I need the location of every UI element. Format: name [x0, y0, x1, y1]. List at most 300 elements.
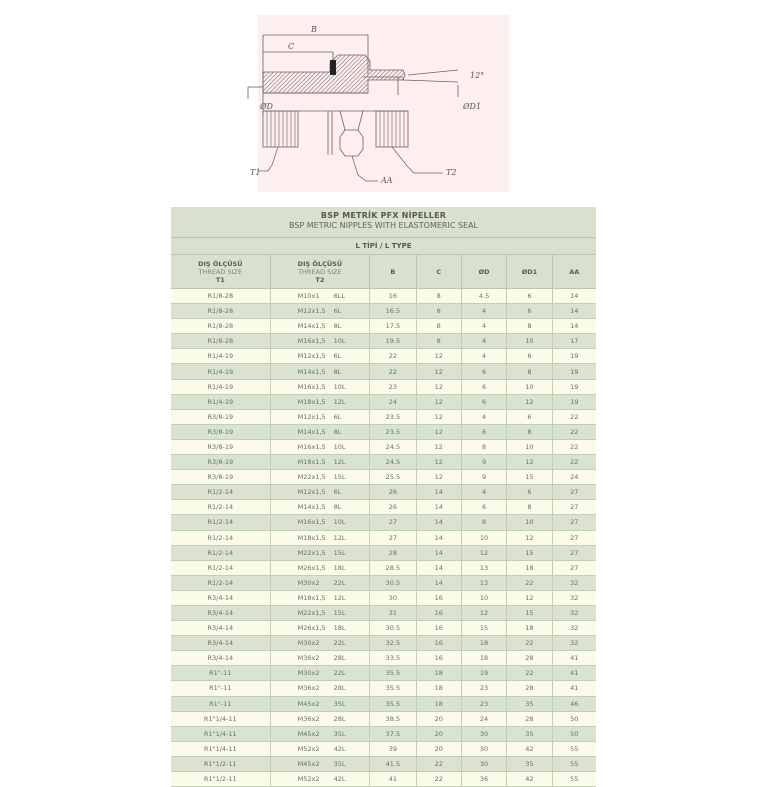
cell-t2 — [271, 410, 371, 424]
cell-t2-size: 8L — [333, 367, 342, 376]
cell-t2 — [271, 666, 371, 680]
table-title-block — [171, 207, 596, 238]
cell-c: 18 — [417, 666, 462, 680]
table-row — [171, 742, 596, 757]
cell-aa: 24 — [570, 473, 579, 482]
cell-t1: R1"1/4-11 — [171, 742, 271, 756]
cell-b: 39 — [370, 742, 416, 756]
cell-t1: R3/4-14 — [171, 606, 271, 620]
cell-aa: 14 — [570, 322, 579, 331]
cell-d1: 8 — [507, 425, 552, 439]
cell-t2-size: 12L — [333, 397, 346, 406]
cell-d: 8 — [462, 515, 507, 529]
label-angle: 12° — [470, 71, 485, 80]
table-row — [171, 410, 596, 425]
cell-d: 23 — [462, 681, 507, 695]
header-t2-tr: DIŞ ÖLÇÜSÜ — [297, 259, 343, 268]
cell-aa: 32 — [570, 609, 579, 618]
cell-d: 6 — [462, 380, 507, 394]
cell-t2 — [271, 621, 371, 635]
label-t2: T2 — [446, 168, 457, 177]
cell-t2-thread: M30x2 — [297, 578, 320, 587]
cell-t2-size: 28L — [333, 654, 346, 663]
cell-aa: 14 — [570, 307, 579, 316]
cell-aa: 41 — [570, 684, 579, 693]
cell-t2-thread: M36x2 — [297, 654, 320, 663]
cell-d: 36 — [462, 772, 507, 786]
cell-t1: R1/2-14 — [171, 546, 271, 560]
table-row — [171, 727, 596, 742]
cell-d: 13 — [462, 576, 507, 590]
cell-t2-thread: M18x1,5 — [297, 593, 326, 602]
table-row — [171, 380, 596, 395]
cell-d1: 8 — [507, 500, 552, 514]
cell-t1: R1/4-19 — [171, 349, 271, 363]
cell-b: 28.5 — [370, 561, 416, 575]
cell-d1: 28 — [507, 681, 552, 695]
cell-t1: R1/8-28 — [171, 289, 271, 303]
cell-c: 18 — [417, 681, 462, 695]
cell-d: 4.5 — [462, 289, 507, 303]
cell-t2 — [271, 606, 371, 620]
cell-t2-thread: M14x1,5 — [297, 322, 326, 331]
cell-t1: R3/8-19 — [171, 440, 271, 454]
cell-c: 16 — [417, 606, 462, 620]
label-d1: ØD1 — [463, 102, 482, 111]
cell-c: 16 — [417, 651, 462, 665]
cell-t2-size: 6L — [333, 488, 342, 497]
cell-d1: 12 — [507, 455, 552, 469]
cell-t2-thread: M45x2 — [297, 699, 320, 708]
label-d: ØD — [260, 102, 273, 111]
cell-t2-size: 42L — [333, 744, 346, 753]
cell-d1: 28 — [507, 651, 552, 665]
cell-t1: R1/8-28 — [171, 319, 271, 333]
table-row — [171, 425, 596, 440]
cell-t2-size: 6L — [333, 352, 342, 361]
cell-t1: R1"1/4-11 — [171, 727, 271, 741]
cell-b: 26 — [370, 485, 416, 499]
cell-t2-size: 18L — [333, 563, 346, 572]
cell-aa: 22 — [570, 442, 579, 451]
table-row — [171, 757, 596, 772]
cell-t1: R1/8-28 — [171, 304, 271, 318]
cell-aa: 17 — [570, 337, 579, 346]
cell-aa: 19 — [570, 382, 579, 391]
cell-t2-thread: M14x1,5 — [297, 367, 326, 376]
cell-d1: 6 — [507, 410, 552, 424]
cell-d: 12 — [462, 546, 507, 560]
header-t1-en: THREAD SIZE — [198, 267, 243, 276]
cell-b: 22 — [370, 364, 416, 378]
cell-t2 — [271, 651, 371, 665]
cell-aa: 22 — [570, 458, 579, 467]
cell-c: 8 — [417, 304, 462, 318]
header-t2-code: T2 — [315, 275, 325, 284]
cell-c: 12 — [417, 440, 462, 454]
cell-b: 16 — [370, 289, 416, 303]
cell-b: 24 — [370, 395, 416, 409]
cell-t1: R3/4-14 — [171, 621, 271, 635]
label-c: C — [288, 42, 295, 51]
cell-t2-size: 10L — [333, 337, 346, 346]
cell-b: 27 — [370, 531, 416, 545]
cell-b: 19.5 — [370, 334, 416, 348]
cell-t2 — [271, 334, 371, 348]
table-row — [171, 455, 596, 470]
cell-t1: R1"-11 — [171, 681, 271, 695]
cell-d1: 8 — [507, 364, 552, 378]
cell-aa: 46 — [570, 699, 579, 708]
cell-t2-thread: M16x1,5 — [297, 442, 326, 451]
cell-t2-thread: M22x1,5 — [297, 473, 326, 482]
cell-b: 32.5 — [370, 636, 416, 650]
cell-t2 — [271, 546, 371, 560]
cell-d1: 22 — [507, 576, 552, 590]
cell-t2-thread: M45x2 — [297, 759, 320, 768]
table-row — [171, 485, 596, 500]
cell-t2 — [271, 697, 371, 711]
type-label: L TİPİ / L TYPE — [171, 238, 596, 255]
cell-d: 13 — [462, 561, 507, 575]
cell-t2-size: 8L — [333, 427, 342, 436]
cell-t2 — [271, 349, 371, 363]
cell-d: 19 — [462, 666, 507, 680]
cell-d: 15 — [462, 621, 507, 635]
cell-b: 23.5 — [370, 410, 416, 424]
cell-t2-thread: M26x1,5 — [297, 624, 326, 633]
cell-t1: R3/8-19 — [171, 455, 271, 469]
cell-t1: R3/4-14 — [171, 636, 271, 650]
cell-aa: 27 — [570, 548, 579, 557]
cell-t2 — [271, 727, 371, 741]
cell-t1: R1/4-19 — [171, 395, 271, 409]
cell-t2 — [271, 591, 371, 605]
cell-t2-size: 35L — [333, 699, 346, 708]
cell-t2-thread: M12x1,5 — [297, 488, 326, 497]
cell-d1: 28 — [507, 712, 552, 726]
cell-t2-thread: M52x2 — [297, 775, 320, 784]
cell-c: 12 — [417, 470, 462, 484]
cell-c: 16 — [417, 621, 462, 635]
cell-c: 8 — [417, 334, 462, 348]
cell-t2 — [271, 561, 371, 575]
cell-t1: R1/4-19 — [171, 380, 271, 394]
cell-d1: 8 — [507, 319, 552, 333]
fitting-drawing — [250, 15, 509, 192]
cell-c: 12 — [417, 410, 462, 424]
table-row — [171, 531, 596, 546]
cell-b: 22 — [370, 349, 416, 363]
cell-aa: 50 — [570, 714, 579, 723]
cell-t2-size: 15L — [333, 473, 346, 482]
cell-c: 12 — [417, 395, 462, 409]
cell-c: 20 — [417, 727, 462, 741]
cell-t1: R1"1/4-11 — [171, 712, 271, 726]
cell-b: 41 — [370, 772, 416, 786]
cell-b: 17.5 — [370, 319, 416, 333]
cell-t2-size: 12L — [333, 593, 346, 602]
cell-d1: 42 — [507, 742, 552, 756]
cell-d: 4 — [462, 485, 507, 499]
cell-c: 22 — [417, 772, 462, 786]
cell-t1: R3/4-14 — [171, 591, 271, 605]
cell-c: 8 — [417, 289, 462, 303]
header-t1-tr: DIŞ ÖLÇÜSÜ — [198, 259, 243, 268]
table-subtitle: BSP METRIC NIPPLES WITH ELASTOMERIC SEAL — [288, 221, 479, 230]
cell-t2 — [271, 576, 371, 590]
cell-t2-size: 18L — [333, 624, 346, 633]
table-row — [171, 606, 596, 621]
cell-b: 35.5 — [370, 697, 416, 711]
cell-t2 — [271, 455, 371, 469]
cell-t2-thread: M12x1,5 — [297, 307, 326, 316]
cell-c: 8 — [417, 319, 462, 333]
cell-t2 — [271, 395, 371, 409]
cell-aa: 32 — [570, 578, 579, 587]
cell-c: 12 — [417, 364, 462, 378]
cell-t2-size: 8L — [333, 322, 342, 331]
cell-t1: R1"-11 — [171, 666, 271, 680]
table-row — [171, 636, 596, 651]
cell-d1: 10 — [507, 334, 552, 348]
cell-c: 16 — [417, 636, 462, 650]
cell-b: 16.5 — [370, 304, 416, 318]
cell-t2-thread: M22x1,5 — [297, 548, 326, 557]
cell-d1: 6 — [507, 485, 552, 499]
cell-c: 14 — [417, 515, 462, 529]
cell-t2-size: 6L — [333, 307, 342, 316]
table-row — [171, 712, 596, 727]
cell-c: 20 — [417, 742, 462, 756]
cell-b: 25.5 — [370, 470, 416, 484]
cell-t1: R3/8-19 — [171, 410, 271, 424]
seal — [330, 60, 336, 75]
cell-t1: R3/4-14 — [171, 651, 271, 665]
cell-t2-thread: M10x1 — [297, 292, 320, 301]
cell-t2-thread: M45x2 — [297, 729, 320, 738]
cell-d: 4 — [462, 334, 507, 348]
cell-t2-size: 15L — [333, 609, 346, 618]
table-row — [171, 621, 596, 636]
cell-d1: 22 — [507, 666, 552, 680]
cell-b: 33.5 — [370, 651, 416, 665]
cell-t2 — [271, 440, 371, 454]
cell-t2-size: 10L — [333, 382, 346, 391]
cell-t2-size: 35L — [333, 759, 346, 768]
spec-table — [171, 207, 596, 787]
header-b: B — [370, 255, 416, 288]
cell-t2-thread: M16x1,5 — [297, 337, 326, 346]
cell-aa: 55 — [570, 775, 579, 784]
cell-t1: R1/2-14 — [171, 485, 271, 499]
cell-c: 14 — [417, 500, 462, 514]
cell-d: 6 — [462, 395, 507, 409]
cell-d: 9 — [462, 470, 507, 484]
cell-b: 31 — [370, 606, 416, 620]
cell-t2-thread: M36x2 — [297, 684, 320, 693]
cell-t2-thread: M30x2 — [297, 639, 320, 648]
cell-d: 4 — [462, 410, 507, 424]
cell-d: 9 — [462, 455, 507, 469]
cell-t2 — [271, 712, 371, 726]
cell-t2 — [271, 742, 371, 756]
cell-t2-thread: M14x1,5 — [297, 427, 326, 436]
cell-c: 14 — [417, 546, 462, 560]
header-d: ØD — [462, 255, 507, 288]
cell-d: 30 — [462, 727, 507, 741]
cell-t1: R3/8-19 — [171, 470, 271, 484]
cell-d1: 35 — [507, 697, 552, 711]
table-row — [171, 364, 596, 379]
cell-t2 — [271, 531, 371, 545]
cell-d: 4 — [462, 319, 507, 333]
cell-aa: 27 — [570, 563, 579, 572]
cell-d: 10 — [462, 591, 507, 605]
table-row — [171, 772, 596, 787]
cell-d: 4 — [462, 304, 507, 318]
cell-t2-thread: M18x1,5 — [297, 458, 326, 467]
cell-t2-thread: M16x1,5 — [297, 518, 326, 527]
cell-t2-thread: M18x1,5 — [297, 533, 326, 542]
table-row — [171, 349, 596, 364]
cell-d1: 12 — [507, 531, 552, 545]
cell-b: 27 — [370, 515, 416, 529]
cell-d1: 35 — [507, 757, 552, 771]
cell-d1: 12 — [507, 395, 552, 409]
cell-b: 28 — [370, 546, 416, 560]
cell-t2-size: 6L — [333, 412, 342, 421]
thread-t1 — [263, 111, 298, 147]
cell-d1: 10 — [507, 515, 552, 529]
cell-c: 12 — [417, 455, 462, 469]
cell-d: 24 — [462, 712, 507, 726]
cell-t2-size: 22L — [333, 639, 346, 648]
cell-t2-size: 10L — [333, 518, 346, 527]
cell-aa: 50 — [570, 729, 579, 738]
cell-aa: 27 — [570, 518, 579, 527]
table-row — [171, 470, 596, 485]
header-t2 — [271, 255, 371, 288]
cell-t2-size: 15L — [333, 548, 346, 557]
table-title: BSP METRİK PFX NİPELLER — [320, 211, 447, 220]
cell-t2-thread: M18x1,5 — [297, 397, 326, 406]
cell-c: 14 — [417, 561, 462, 575]
cell-d1: 10 — [507, 440, 552, 454]
cell-t1: R3/8-19 — [171, 425, 271, 439]
cell-t2-size: 22L — [333, 578, 346, 587]
cell-c: 22 — [417, 757, 462, 771]
cell-d1: 22 — [507, 636, 552, 650]
cell-aa: 19 — [570, 367, 579, 376]
table-row — [171, 666, 596, 681]
cell-b: 24.5 — [370, 440, 416, 454]
header-t2-en: THREAD SIZE — [298, 267, 342, 276]
table-row — [171, 500, 596, 515]
table-body — [171, 289, 596, 787]
table-row — [171, 304, 596, 319]
cell-d: 8 — [462, 440, 507, 454]
cell-t2 — [271, 425, 371, 439]
cell-c: 12 — [417, 349, 462, 363]
cell-d: 6 — [462, 364, 507, 378]
table-row — [171, 515, 596, 530]
cell-t2-thread: M16x1,5 — [297, 382, 326, 391]
cell-d: 6 — [462, 500, 507, 514]
cell-t2 — [271, 470, 371, 484]
table-row — [171, 546, 596, 561]
cell-d1: 12 — [507, 591, 552, 605]
cell-d1: 6 — [507, 349, 552, 363]
table-row — [171, 395, 596, 410]
cell-d1: 6 — [507, 289, 552, 303]
cell-t2-thread: M12x1,5 — [297, 352, 326, 361]
cell-d1: 35 — [507, 727, 552, 741]
cell-t1: R1/2-14 — [171, 500, 271, 514]
cell-c: 12 — [417, 380, 462, 394]
cell-b: 26 — [370, 500, 416, 514]
cell-t1: R1/4-19 — [171, 364, 271, 378]
cell-aa: 55 — [570, 744, 579, 753]
cell-c: 12 — [417, 425, 462, 439]
cell-d: 30 — [462, 742, 507, 756]
cell-t1: R1/8-28 — [171, 334, 271, 348]
cell-t2-size: 12L — [333, 458, 346, 467]
cell-t2-thread: M36x2 — [297, 714, 320, 723]
cell-aa: 27 — [570, 488, 579, 497]
cell-b: 35.5 — [370, 666, 416, 680]
cell-t2-size: 35L — [333, 729, 346, 738]
cell-t1: R1"-11 — [171, 697, 271, 711]
cell-t2 — [271, 515, 371, 529]
cell-t1: R1/2-14 — [171, 531, 271, 545]
header-aa: AA — [569, 267, 580, 276]
cell-t2-thread: M26x1,5 — [297, 563, 326, 572]
cell-d: 12 — [462, 606, 507, 620]
cell-aa: 32 — [570, 639, 579, 648]
cell-d1: 18 — [507, 561, 552, 575]
cell-t2 — [271, 772, 371, 786]
cell-t2-size: 28L — [333, 714, 346, 723]
cell-t2-size: 8L — [333, 503, 342, 512]
header-t1 — [171, 255, 271, 288]
table-header — [171, 255, 596, 289]
hex-nut — [340, 130, 363, 156]
cell-t2 — [271, 380, 371, 394]
cell-t2 — [271, 500, 371, 514]
table-row — [171, 561, 596, 576]
cell-b: 23 — [370, 380, 416, 394]
table-row — [171, 289, 596, 304]
header-c: C — [417, 255, 462, 288]
table-row — [171, 319, 596, 334]
cell-t1: R1"1/2-11 — [171, 772, 271, 786]
cell-t2-thread: M14x1,5 — [297, 503, 326, 512]
cell-d1: 15 — [507, 606, 552, 620]
cell-t2 — [271, 485, 371, 499]
cell-t2-size: 42L — [333, 775, 346, 784]
cell-aa: 19 — [570, 352, 579, 361]
cell-t1: R1/2-14 — [171, 515, 271, 529]
cell-d: 4 — [462, 349, 507, 363]
cell-t2 — [271, 319, 371, 333]
cell-b: 30.5 — [370, 576, 416, 590]
cell-d: 23 — [462, 697, 507, 711]
cell-b: 23.5 — [370, 425, 416, 439]
table-row — [171, 334, 596, 349]
table-row — [171, 697, 596, 712]
cell-aa: 41 — [570, 654, 579, 663]
